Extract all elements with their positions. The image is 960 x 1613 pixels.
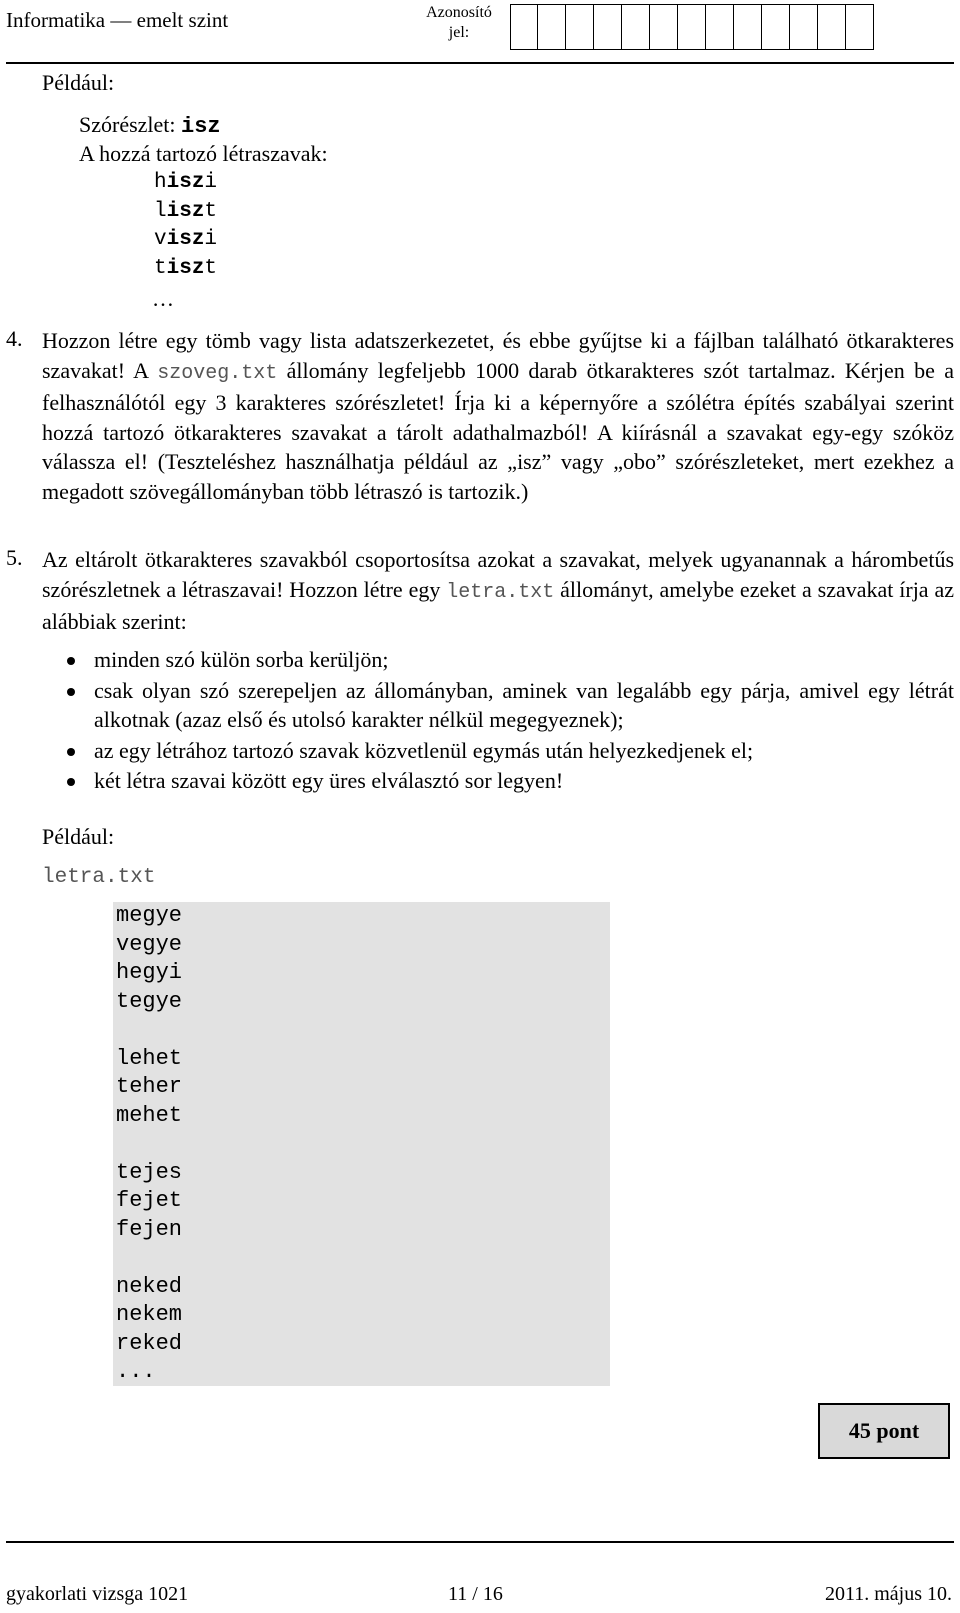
task5-number: 5. xyxy=(6,545,23,570)
file-content: megye vegye hegyi tegye lehet teher mehet tejes fejet fejen neked nekem reked ... xyxy=(116,903,183,1384)
id-box[interactable] xyxy=(846,4,874,50)
id-box[interactable] xyxy=(594,4,622,50)
id-box[interactable] xyxy=(734,4,762,50)
ladder-word: tiszt xyxy=(154,256,218,280)
id-box[interactable] xyxy=(538,4,566,50)
task4-filename: szoveg.txt xyxy=(157,361,278,385)
id-box[interactable] xyxy=(706,4,734,50)
ladder-ellipsis: … xyxy=(152,286,174,311)
id-box[interactable] xyxy=(790,4,818,50)
id-box[interactable] xyxy=(650,4,678,50)
id-box[interactable] xyxy=(510,4,538,50)
header-title: Informatika — emelt szint xyxy=(6,8,229,32)
task5-filename: letra.txt xyxy=(446,580,555,604)
task5-text: Az eltárolt ötkarakteres szavakból csoportosítsa azokat a szavakat, melyek ugyanannak a hárombetűs szórészletnek a létraszavai! Hozzon létre egy letra.txt állományt, amelybe ezeket a szavakat írja az alábbiak szerint: xyxy=(42,547,954,634)
task4-number: 4. xyxy=(6,326,23,351)
list-item: csak olyan szó szerepeljen az állományban, aminek van legalább egy párja, amivel egy létrát alkotnak (azaz első és utolsó karakter nélkül megegyeznek); xyxy=(42,676,954,735)
fragment-value: isz xyxy=(181,114,221,139)
list-item: két létra szavai között egy üres elválasztó sor legyen! xyxy=(42,766,954,796)
list-item: minden szó külön sorba kerüljön; xyxy=(42,645,954,675)
example2-label: Például: xyxy=(42,824,115,849)
fragment-line xyxy=(79,112,221,139)
id-box[interactable] xyxy=(566,4,594,50)
footer-rule xyxy=(6,1541,954,1543)
header-rule xyxy=(6,62,954,64)
id-box[interactable] xyxy=(818,4,846,50)
page-number: 11 / 16 xyxy=(448,1583,503,1605)
id-box[interactable] xyxy=(678,4,706,50)
footer-date: 2011. május 10. xyxy=(824,1583,952,1605)
file-content-box xyxy=(113,902,610,1386)
fragment-label: Szórészlet: xyxy=(79,112,182,137)
example2-filename: letra.txt xyxy=(42,866,156,889)
id-box[interactable] xyxy=(622,4,650,50)
footer-exam-code: gyakorlati vizsga 1021 xyxy=(6,1583,189,1605)
ladder-word: hiszi xyxy=(154,171,218,194)
id-box[interactable] xyxy=(762,4,790,50)
id-label: Azonosító jel: xyxy=(426,4,492,41)
list-item: az egy létrához tartozó szavak közvetlenül egymás után helyezkedjenek el; xyxy=(42,736,954,766)
task4-text: Hozzon létre egy tömb vagy lista adatszerkezetet, és ebbe gyűjtse ki a fájlban található ötkarakteres szavakat! A szoveg.txt állomány legfeljebb 1000 darab ötkarakteres szót tartalmaz. Kérjen be a felhasználótól egy 3 karakteres szórészletet! Írja ki a képernyőre a szólétra építés szabályai szerint hozzá tartozó ötkarakteres szavakat a tárolt adathalmazból! A kiírásnál a szavakat egy-egy szóköz válassza el! (Teszteléshez használhatja például az „isz” vagy „obo” szórészleteket, mert ezekhez a megadott szövegállományban több létraszó is tartozik.) xyxy=(42,328,954,504)
example1-label: Például: xyxy=(42,70,115,95)
points-box: 45 pont xyxy=(818,1403,950,1459)
ladder-word-list xyxy=(154,169,217,283)
ladder-label: A hozzá tartozó létraszavak: xyxy=(79,141,328,166)
ladder-word: liszt xyxy=(154,199,218,223)
task5-rule-list xyxy=(42,645,954,797)
id-input-boxes[interactable] xyxy=(510,4,874,50)
ladder-word: viszi xyxy=(154,228,218,251)
